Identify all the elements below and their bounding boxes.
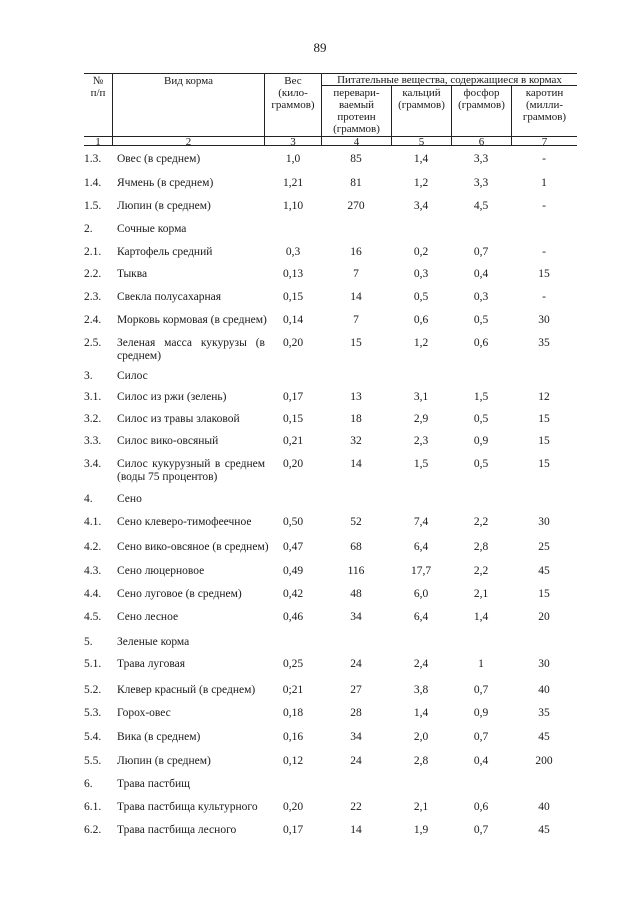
calcium-value: 2,0: [413, 731, 429, 743]
feed-name: Трава луговая: [117, 658, 186, 670]
protein-value: 14: [350, 824, 362, 836]
feed-name: Люпин (в среднем): [117, 200, 211, 212]
carotene-value: 15: [538, 413, 550, 425]
calcium-value: 2,4: [413, 658, 429, 670]
weight-value: 0,20: [282, 801, 304, 813]
phosphorus-value: 0,9: [473, 435, 489, 447]
calcium-value: 2,9: [413, 413, 429, 425]
protein-value: 52: [350, 516, 362, 528]
carotene-value: -: [542, 246, 546, 258]
phosphorus-value: 4,5: [473, 200, 489, 212]
feed-name: Клевер красный (в среднем): [117, 684, 256, 696]
header-carotene: каротин (милли- граммов): [522, 87, 567, 123]
protein-value: 28: [350, 707, 362, 719]
phosphorus-value: 1: [478, 658, 484, 670]
phosphorus-value: 0,6: [473, 337, 489, 349]
weight-value: 0,46: [282, 611, 304, 623]
weight-value: 0,16: [282, 731, 304, 743]
protein-value: 24: [350, 658, 362, 670]
row-number: 1.5.: [84, 200, 102, 212]
carotene-value: 40: [538, 684, 550, 696]
row-number: 5.4.: [84, 731, 102, 743]
carotene-value: -: [542, 200, 546, 212]
phosphorus-value: 1,5: [473, 391, 489, 403]
feed-name: Силос кукурузный в среднем (воды 75 процентов): [117, 458, 265, 483]
phosphorus-value: 0,7: [473, 684, 489, 696]
protein-value: 32: [350, 435, 362, 447]
protein-value: 85: [350, 153, 362, 165]
row-number: 5.2.: [84, 684, 102, 696]
carotene-value: 15: [538, 268, 550, 280]
phosphorus-value: 1,4: [473, 611, 489, 623]
phosphorus-value: 2,8: [473, 541, 489, 553]
weight-value: 0,14: [282, 314, 304, 326]
calcium-value: 0,5: [413, 291, 429, 303]
phosphorus-value: 0,5: [473, 413, 489, 425]
feed-name: Трава пастбища культурного: [117, 801, 258, 813]
col-number-7: 7: [541, 136, 548, 148]
carotene-value: 25: [538, 541, 550, 553]
protein-value: 18: [350, 413, 362, 425]
carotene-value: 20: [538, 611, 550, 623]
feed-name: Картофель средний: [117, 246, 213, 258]
protein-value: 27: [350, 684, 362, 696]
calcium-value: 2,3: [413, 435, 429, 447]
row-number: 4.: [84, 493, 93, 505]
weight-value: 0,49: [282, 565, 304, 577]
phosphorus-value: 0,7: [473, 731, 489, 743]
col-number-2: 2: [185, 136, 192, 148]
phosphorus-value: 2,2: [473, 516, 489, 528]
calcium-value: 1,9: [413, 824, 429, 836]
carotene-value: 35: [538, 707, 550, 719]
carotene-value: 45: [538, 824, 550, 836]
row-number: 6.2.: [84, 824, 102, 836]
weight-value: 0,15: [282, 291, 304, 303]
calcium-value: 2,1: [413, 801, 429, 813]
feed-name: Сено люцерновое: [117, 565, 205, 577]
protein-value: 14: [350, 458, 362, 470]
protein-value: 34: [350, 611, 362, 623]
header-weight: Вес (кило- граммов): [271, 75, 315, 111]
feed-name: Вика (в среднем): [117, 731, 201, 743]
row-number: 4.1.: [84, 516, 102, 528]
calcium-value: 0,6: [413, 314, 429, 326]
weight-value: 0,21: [282, 435, 304, 447]
feed-name: Зеленая масса кукурузы (в среднем): [117, 337, 265, 362]
feed-name: Свекла полусахарная: [117, 291, 222, 303]
feed-name: Сочные корма: [117, 223, 187, 235]
row-number: 1.3.: [84, 153, 102, 165]
weight-value: 0,17: [282, 824, 304, 836]
row-number: 2.4.: [84, 314, 102, 326]
protein-value: 16: [350, 246, 362, 258]
row-number: 6.: [84, 778, 93, 790]
row-number: 3.3.: [84, 435, 102, 447]
weight-value: 0,18: [282, 707, 304, 719]
protein-value: 14: [350, 291, 362, 303]
row-number: 2.3.: [84, 291, 102, 303]
phosphorus-value: 0,6: [473, 801, 489, 813]
protein-value: 68: [350, 541, 362, 553]
phosphorus-value: 0,5: [473, 458, 489, 470]
carotene-value: 30: [538, 314, 550, 326]
protein-value: 116: [347, 565, 365, 577]
calcium-value: 2,8: [413, 755, 429, 767]
phosphorus-value: 2,2: [473, 565, 489, 577]
calcium-value: 6,0: [413, 588, 429, 600]
protein-value: 7: [353, 268, 359, 280]
row-number: 5.3.: [84, 707, 102, 719]
calcium-value: 1,4: [413, 153, 429, 165]
calcium-value: 3,1: [413, 391, 429, 403]
feed-name: Трава пастбища лесного: [117, 824, 237, 836]
calcium-value: 6,4: [413, 611, 429, 623]
col-number-6: 6: [478, 136, 485, 148]
weight-value: 1,0: [285, 153, 301, 165]
row-number: 3.1.: [84, 391, 102, 403]
calcium-value: 1,4: [413, 707, 429, 719]
phosphorus-value: 2,1: [473, 588, 489, 600]
weight-value: 0,20: [282, 337, 304, 349]
row-number: 2.1.: [84, 246, 102, 258]
row-number: 5.1.: [84, 658, 102, 670]
phosphorus-value: 0,4: [473, 755, 489, 767]
phosphorus-value: 3,3: [473, 153, 489, 165]
feed-name: Трава пастбищ: [117, 778, 190, 790]
protein-value: 34: [350, 731, 362, 743]
weight-value: 0,3: [285, 246, 301, 258]
calcium-value: 7,4: [413, 516, 429, 528]
feed-name: Сено вико-овсяное (в среднем): [117, 541, 269, 553]
carotene-value: 40: [538, 801, 550, 813]
feed-name: Силос из ржи (зелень): [117, 391, 227, 403]
carotene-value: -: [542, 153, 546, 165]
carotene-value: 35: [538, 337, 550, 349]
weight-value: 0,47: [282, 541, 304, 553]
feed-name: Сено лесное: [117, 611, 179, 623]
feed-name: Тыква: [117, 268, 148, 280]
col-number-3: 3: [290, 136, 296, 148]
feed-name: Сено: [117, 493, 142, 505]
calcium-value: 17,7: [410, 565, 432, 577]
col-number-1: 1: [95, 136, 101, 148]
protein-value: 13: [350, 391, 362, 403]
weight-value: 0,25: [282, 658, 304, 670]
carotene-value: -: [542, 291, 546, 303]
calcium-value: 0,2: [413, 246, 429, 258]
phosphorus-value: 3,3: [473, 177, 489, 189]
row-number: 2.5.: [84, 337, 102, 349]
weight-value: 0,42: [282, 588, 304, 600]
feed-name: Силос из травы злаковой: [117, 413, 240, 425]
row-number: 4.3.: [84, 565, 102, 577]
phosphorus-value: 0,7: [473, 824, 489, 836]
feed-name: Силос: [117, 370, 148, 382]
protein-value: 7: [353, 314, 359, 326]
calcium-value: 1,2: [413, 177, 429, 189]
calcium-value: 3,8: [413, 684, 429, 696]
feed-name: Ячмень (в среднем): [117, 177, 214, 189]
protein-value: 270: [347, 200, 365, 212]
header-no: № п/п: [90, 75, 106, 99]
weight-value: 0,13: [282, 268, 304, 280]
weight-value: 0,12: [282, 755, 304, 767]
feed-name: Зеленые корма: [117, 636, 190, 648]
row-number: 5.: [84, 636, 93, 648]
page-number: 89: [313, 40, 327, 55]
col-number-4: 4: [353, 136, 360, 148]
carotene-value: 1: [541, 177, 547, 189]
carotene-value: 15: [538, 435, 550, 447]
col-number-5: 5: [418, 136, 425, 148]
carotene-value: 15: [538, 588, 550, 600]
weight-value: 0,50: [282, 516, 304, 528]
row-number: 4.4.: [84, 588, 102, 600]
feed-name: Сено луговое (в среднем): [117, 588, 242, 600]
feed-name: Горох-овес: [117, 707, 171, 719]
calcium-value: 0,3: [413, 268, 429, 280]
row-number: 3.4.: [84, 458, 102, 470]
row-number: 5.5.: [84, 755, 102, 767]
weight-value: 0;21: [282, 684, 304, 696]
feed-name: Силос вико-овсяный: [117, 435, 219, 447]
row-number: 3.2.: [84, 413, 102, 425]
phosphorus-value: 0,9: [473, 707, 489, 719]
weight-value: 0,20: [282, 458, 304, 470]
carotene-value: 15: [538, 458, 550, 470]
weight-value: 1,21: [282, 177, 304, 189]
feed-name: Сено клеверо-тимофеечное: [117, 516, 252, 528]
carotene-value: 30: [538, 658, 550, 670]
weight-value: 0,17: [282, 391, 304, 403]
header-calcium: кальций (граммов): [398, 87, 445, 111]
protein-value: 15: [350, 337, 362, 349]
phosphorus-value: 0,4: [473, 268, 489, 280]
header-phosphorus: фосфор (граммов): [458, 87, 505, 111]
weight-value: 0,15: [282, 413, 304, 425]
phosphorus-value: 0,5: [473, 314, 489, 326]
row-number: 4.2.: [84, 541, 102, 553]
feed-name: Овес (в среднем): [117, 153, 201, 165]
weight-value: 1,10: [282, 200, 304, 212]
carotene-value: 200: [535, 755, 553, 767]
calcium-value: 3,4: [413, 200, 429, 212]
row-number: 2.: [84, 223, 93, 235]
row-number: 1.4.: [84, 177, 102, 189]
header-group: Питательные вещества, содержащиеся в кормах: [337, 74, 562, 86]
carotene-value: 45: [538, 565, 550, 577]
phosphorus-value: 0,3: [473, 291, 489, 303]
feed-name: Морковь кормовая (в среднем): [117, 314, 267, 326]
protein-value: 81: [350, 177, 362, 189]
calcium-value: 1,5: [413, 458, 429, 470]
row-number: 6.1.: [84, 801, 102, 813]
header-name: Вид корма: [164, 75, 213, 87]
carotene-value: 12: [538, 391, 550, 403]
feed-name: Люпин (в среднем): [117, 755, 211, 767]
protein-value: 24: [350, 755, 362, 767]
carotene-value: 45: [538, 731, 550, 743]
carotene-value: 30: [538, 516, 550, 528]
calcium-value: 6,4: [413, 541, 429, 553]
calcium-value: 1,2: [413, 337, 429, 349]
phosphorus-value: 0,7: [473, 246, 489, 258]
header-protein: перевари- ваемый протеин (граммов): [333, 87, 380, 135]
row-number: 3.: [84, 370, 93, 382]
row-number: 2.2.: [84, 268, 102, 280]
protein-value: 22: [350, 801, 362, 813]
protein-value: 48: [350, 588, 362, 600]
row-number: 4.5.: [84, 611, 102, 623]
